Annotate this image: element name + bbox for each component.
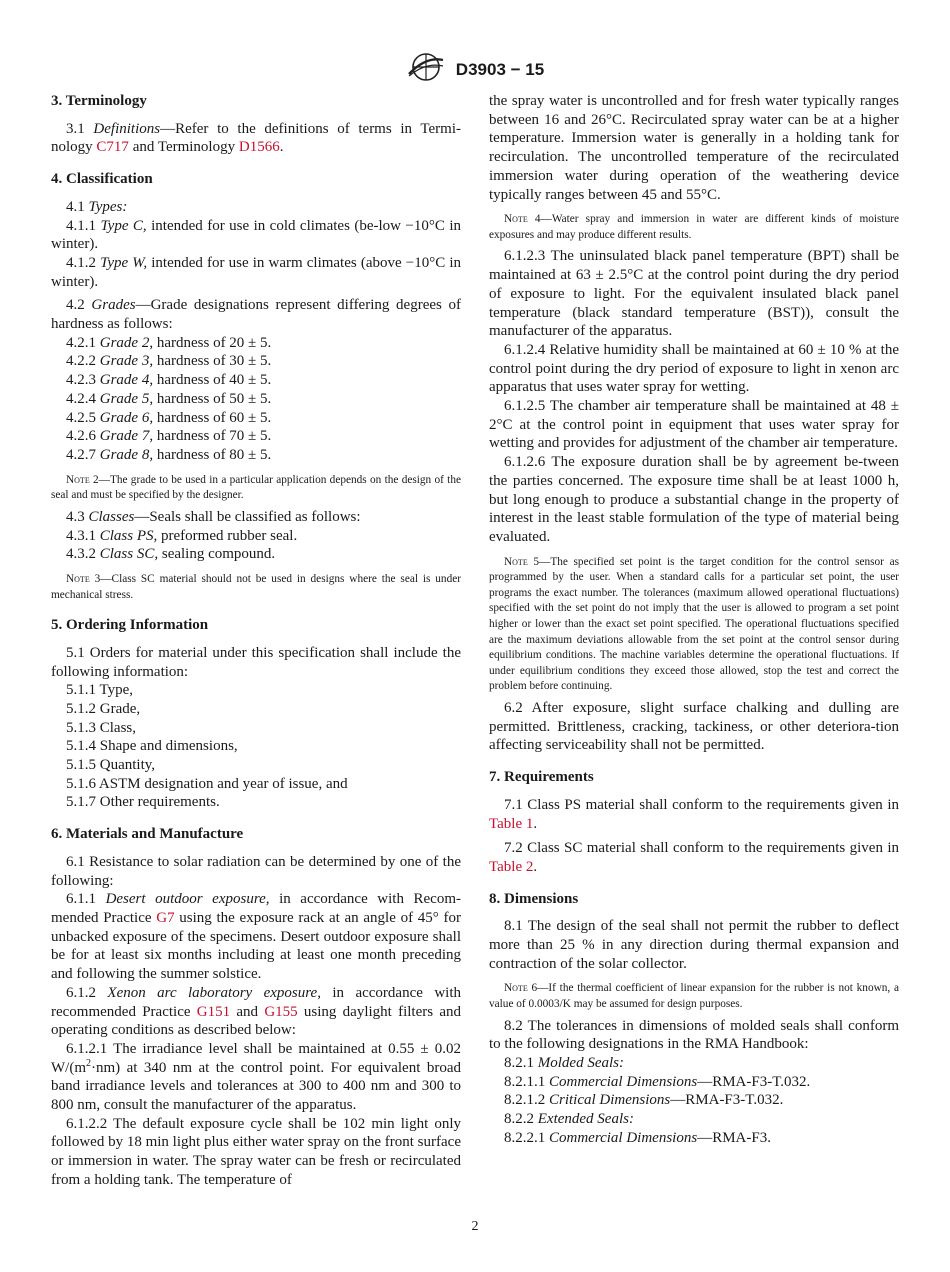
list-item: 5.1.4 Shape and dimensions, (66, 738, 238, 755)
paragraph-8-1: 8.1 The design of the seal shall not permit the rubber to deflect more than 25 % in any direction during thermal expansion and contraction of the solar collector. (489, 918, 899, 972)
list-item: 5.1.7 Other requirements. (66, 794, 220, 811)
paragraph-4-3: 4.3 Classes—Seals shall be classified as follows: (66, 508, 361, 525)
list-item: 4.2.3 Grade 4, hardness of 40 ± 5. (66, 372, 272, 389)
ref-d1566-link[interactable]: D1566 (238, 139, 280, 156)
paragraph-8-2-1: 8.2.1 Molded Seals: (504, 1055, 624, 1072)
paragraph-6-1-2-5: 6.1.2.5 The chamber air temperature shall be maintained at 48 ± 2°C at the control point in equipment that uses water spray for wetting and provides for adjustment of the chamber air temperature. (489, 398, 899, 452)
note-2: Note 2—The grade to be used in a particular application depends on the design of the seal and must be specified by the designer. (51, 473, 461, 502)
paragraph-8-2-1-2: 8.2.1.2 Critical Dimensions—RMA-F3-T.032. (504, 1092, 784, 1109)
note-6: Note 6—If the thermal coefficient of linear expansion for the rubber is not known, a value of 0.0003/K may be assumed for design purposes. (489, 982, 899, 1011)
section-6-title: 6. Materials and Manufacture (51, 826, 244, 843)
paragraph-3-1: 3.1 Definitions—Refer to the definitions of terms in Termi-nology C717 and Terminology D1566. (51, 120, 462, 156)
list-item: 4.2.4 Grade 5, hardness of 50 ± 5. (66, 390, 272, 407)
ref-table-2-link[interactable]: Table 2 (489, 858, 534, 875)
paragraph-8-2-2-1: 8.2.2.1 Commercial Dimensions—RMA-F3. (504, 1129, 771, 1146)
paragraph-4-3-1: 4.3.1 Class PS, preformed rubber seal. (66, 527, 298, 544)
section-4-title: 4. Classification (51, 171, 153, 188)
astm-logo-icon (406, 52, 446, 87)
document-designation: D3903 − 15 (455, 59, 545, 79)
list-item: 4.2.2 Grade 3, hardness of 30 ± 5. (66, 353, 272, 370)
list-item: 5.1.2 Grade, (66, 700, 141, 717)
paragraph-8-2: 8.2 The tolerances in dimensions of molded seals shall conform to the following designations in the RMA Handbook: (489, 1017, 899, 1053)
section-3-title: 3. Terminology (51, 93, 147, 109)
paragraph-6-1-2-3: 6.1.2.3 The uninsulated black panel temperature (BPT) shall be maintained at 63 ± 2.5°C at the control point during the dry period of exposure to light. For the equivalent insulated black panel temperature (black standard temperature (BST)), consult the manufacturer of the apparatus. (489, 248, 899, 340)
note-5: Note 5—The specified set point is the target condition for the control sensor as programmed by the user. When a standard calls for a particular set point, the user programs the exact number. The tolerances (maximum allowed operational fluctuations) specified with the set point do not imply that the user is allowed to program a set point higher or lower than the exact set point specified. The operational fluctuations specified are the maximum deviations allowable from the set point at the control sensor during equilibrium conditions. The machine variables determine the operational fluctuations. If under equilibrium conditions they exceed those allowed, stop the test and correct the problem before continuing. (489, 555, 899, 693)
note-4: Note 4—Water spray and immersion in water are different kinds of moisture exposures and may produce different results. (489, 213, 899, 241)
paragraph-4-3-2: 4.3.2 Class SC, sealing compound. (66, 546, 276, 563)
paragraph-6-1-2-6: 6.1.2.6 The exposure duration shall be by agreement be-tween the parties concerned. The exposure time shall be at least 1000 h, but long enough to produce a substantial change in the property of interest in the least stable formulation of the type of material being evaluated. (489, 454, 899, 545)
list-item: 4.2.1 Grade 2, hardness of 20 ± 5. (66, 334, 272, 351)
paragraph-6-1-2-2-continued: the spray water is uncontrolled and for fresh water typically ranges between 16 and 26°C. Recirculated spray water can be at a higher temperature. Immersion water is generally in a holding tank for recirculation. The uncontrolled temperature of the recirculated immersion water during operation of the weathering device typically ranges between 45 and 55°C. (489, 93, 899, 203)
paragraph-6-1-2-4: 6.1.2.4 Relative humidity shall be maintained at 60 ± 10 % at the control point during the dry period of exposure to light in xenon arc apparatus that uses water spray for wetting. (489, 341, 899, 396)
paragraph-4-1-2: 4.1.2 Type W, intended for use in warm climates (above −10°C in winter). (51, 254, 461, 290)
list-item: 5.1.3 Class, (66, 719, 137, 736)
list-item: 5.1.1 Type, (66, 682, 134, 699)
list-item: 5.1.5 Quantity, (66, 757, 156, 774)
section-5-title: 5. Ordering Information (51, 617, 209, 634)
paragraph-6-1-2-1: 6.1.2.1 The irradiance level shall be maintained at 0.55 ± 0.02 $W/(m^2\cdot nm)$ at 340 nm at the control point. For equivalent broad band irradiance levels and tolerances at 300 to 400 nm and 300 to 800 nm, consult the manufacturer of the apparatus. (51, 1040, 461, 1114)
paragraph-8-2-1-1: 8.2.1.1 Commercial Dimensions—RMA-F3-T.032. (504, 1073, 811, 1090)
paragraph-6-1-2: 6.1.2 Xenon arc laboratory exposure, in accordance with recommended Practice G151 and G155 using daylight filters and operating conditions as described below: (51, 984, 461, 1039)
paragraph-6-2: 6.2 After exposure, slight surface chalking and dulling are permitted. Brittleness, cracking, tackiness, or other deteriora-tion affecting serviceability shall not be permitted. (489, 700, 899, 754)
ref-c717-link[interactable]: C717 (96, 139, 129, 156)
paragraph-6-1: 6.1 Resistance to solar radiation can be determined by one of the following: (51, 853, 461, 889)
paragraph-7-1: 7.1 Class PS material shall conform to the requirements given in Table 1. (489, 796, 899, 832)
ref-g7-link[interactable]: G7 (156, 909, 175, 926)
note-3: Note 3—Class SC material should not be used in designs where the seal is under mechanical stress. (51, 572, 461, 601)
paragraph-4-1-1: 4.1.1 Type C, intended for use in cold climates (be-low −10°C in winter). (51, 217, 461, 253)
paragraph-6-1-1: 6.1.1 Desert outdoor exposure, in accordance with Recom-mended Practice G7 using the exposure rack at an angle of 45° for unbacked exposure of the specimens. Desert outdoor exposure shall be for at least six months including at least one month preceding and following the summer solstice. (51, 891, 461, 983)
paragraph-4-2: 4.2 Grades—Grade designations represent differing degrees of hardness as follows: (51, 297, 461, 333)
section-7-title: 7. Requirements (489, 769, 594, 786)
list-item: 4.2.5 Grade 6, hardness of 60 ± 5. (66, 409, 272, 426)
paragraph-8-2-2: 8.2.2 Extended Seals: (504, 1111, 634, 1128)
ref-g155-link[interactable]: G155 (264, 1003, 298, 1020)
right-column (489, 92, 899, 1148)
ref-g151-link[interactable]: G151 (196, 1003, 231, 1020)
paragraph-4-1: 4.1 Types: (66, 198, 128, 215)
paragraph-7-2: 7.2 Class SC material shall conform to the requirements given in Table 2. (489, 840, 899, 875)
list-item: 4.2.6 Grade 7, hardness of 70 ± 5. (66, 428, 272, 445)
left-column (51, 92, 461, 1190)
section-8-title: 8. Dimensions (489, 890, 579, 907)
paragraph-6-1-2-2: 6.1.2.2 The default exposure cycle shall be 102 min light only followed by 18 min light plus either water spray on the front surface or immersion in water. The spray water can be fresh or recirculated from a holding tank. The temperature of (51, 1115, 461, 1188)
paragraph-5-1: 5.1 Orders for material under this specification shall include the following information: (51, 644, 461, 680)
ref-table-1-link[interactable]: Table 1 (489, 815, 534, 832)
list-item: 4.2.7 Grade 8, hardness of 80 ± 5. (66, 446, 272, 463)
list-item: 5.1.6 ASTM designation and year of issue, and (66, 775, 348, 792)
page-header (0, 52, 950, 87)
page-number: 2 (471, 1219, 479, 1234)
